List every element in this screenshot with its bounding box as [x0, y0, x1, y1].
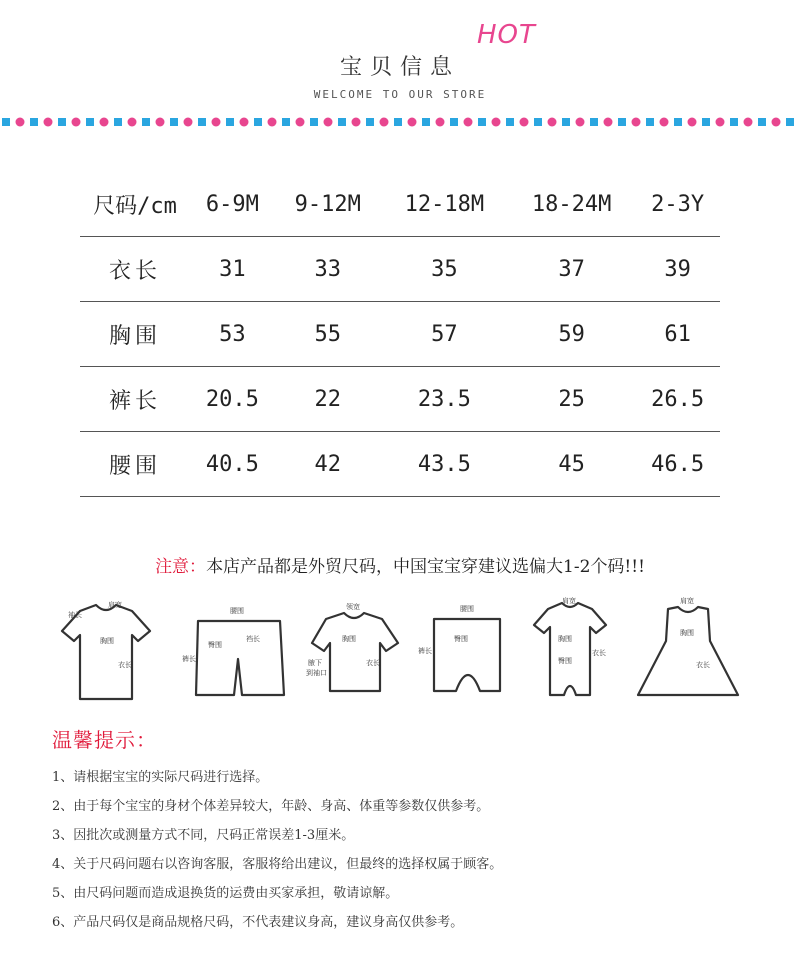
divider-dot: [184, 118, 193, 127]
garment-label: 衣长: [118, 661, 132, 669]
divider-dot: [408, 118, 417, 127]
divider-dot: [240, 118, 249, 127]
notice-text: 本店产品都是外贸尺码，中国宝宝穿建议选偏大1-2个码!!!: [206, 557, 645, 577]
divider-dot: [744, 118, 753, 127]
divider-dot: [604, 118, 613, 127]
garment-label: 臀围: [208, 641, 222, 649]
divider-dot: [366, 118, 374, 126]
garment-label: 衣长: [696, 661, 710, 669]
divider-dot: [198, 118, 206, 126]
divider-dot: [646, 118, 654, 126]
divider-dot: [632, 118, 641, 127]
row-label: 裤长: [80, 367, 190, 432]
table-cell: 42: [275, 432, 381, 497]
divider-dot: [282, 118, 290, 126]
divider-dot: [156, 118, 165, 127]
garment-label: 肩宽: [562, 597, 576, 605]
dress-icon: [638, 596, 738, 695]
garment-label: 臀围: [558, 657, 572, 665]
hot-badge: HOT: [477, 20, 536, 50]
divider-dot: [142, 118, 150, 126]
garment-label: 胸围: [100, 637, 114, 645]
list-item: 4、关于尺码问题右以咨询客服，客服将给出建议，但最终的选择权属于顾客。: [52, 857, 503, 872]
size-header: 2-3Y: [635, 172, 720, 237]
divider-dot: [44, 118, 53, 127]
garment-label: 衣长: [366, 659, 380, 667]
divider-dot: [478, 118, 486, 126]
row-label: 衣长: [80, 237, 190, 302]
size-header: 12-18M: [381, 172, 508, 237]
table-cell: 33: [275, 237, 381, 302]
divider-dot: [422, 118, 430, 126]
garment-label: 到袖口: [306, 669, 327, 677]
size-table: [80, 172, 720, 497]
table-cell: 26.5: [635, 367, 720, 432]
garment-label: 腰围: [460, 605, 474, 613]
list-item: 1、请根据宝宝的实际尺码进行选择。: [52, 770, 269, 785]
table-cell: 45: [508, 432, 635, 497]
divider-dot: [2, 118, 10, 126]
table-cell: 43.5: [381, 432, 508, 497]
divider-dot: [786, 118, 794, 126]
table-cell: 22: [275, 367, 381, 432]
divider-dot: [716, 118, 725, 127]
divider-dot: [310, 118, 318, 126]
divider-dot: [338, 118, 346, 126]
divider-dot: [86, 118, 94, 126]
size-header: 6-9M: [190, 172, 275, 237]
divider-dot: [660, 118, 669, 127]
divider-dot: [296, 118, 305, 127]
divider-dot: [772, 118, 781, 127]
divider-dot: [576, 118, 585, 127]
divider-dot: [16, 118, 25, 127]
dotted-divider: [0, 116, 800, 128]
divider-dot: [520, 118, 529, 127]
table-cell: 59: [508, 302, 635, 367]
table-cell: 25: [508, 367, 635, 432]
table-cell: 35: [381, 237, 508, 302]
divider-dot: [506, 118, 514, 126]
garment-label: 裆长: [246, 635, 260, 643]
garment-label: 腋下: [308, 659, 322, 667]
divider-dot: [534, 118, 542, 126]
garment-label: 衣长: [592, 649, 606, 657]
garment-label: 胸围: [342, 635, 356, 643]
size-table-header-row: [80, 172, 720, 237]
romper-icon: [534, 596, 606, 695]
divider-dot: [170, 118, 178, 126]
divider-dot: [100, 118, 109, 127]
raglan-tee-icon: [306, 602, 398, 691]
table-row: [80, 432, 720, 497]
garment-label: 肩宽: [680, 597, 694, 605]
divider-dot: [548, 118, 557, 127]
divider-dot: [380, 118, 389, 127]
table-cell: 31: [190, 237, 275, 302]
divider-dot: [674, 118, 682, 126]
table-row: [80, 237, 720, 302]
row-label: 腰围: [80, 432, 190, 497]
size-table-corner: 尺码/cm: [80, 172, 190, 237]
garment-label: 臀围: [454, 635, 468, 643]
garment-label: 裤长: [182, 655, 196, 663]
list-item: 2、由于每个宝宝的身材个体差异较大，年龄、身高、体重等参数仅供参考。: [52, 799, 490, 814]
table-cell: 55: [275, 302, 381, 367]
table-cell: 46.5: [635, 432, 720, 497]
table-row: [80, 302, 720, 367]
divider-dot: [58, 118, 66, 126]
garment-label: 领宽: [346, 603, 360, 611]
garment-label: 肩宽: [108, 601, 122, 609]
garment-label: 袖长: [68, 611, 82, 619]
divider-dot: [394, 118, 402, 126]
divider-dot: [464, 118, 473, 127]
tips-list: [52, 768, 502, 942]
divider-dot: [128, 118, 137, 127]
table-cell: 61: [635, 302, 720, 367]
row-label: 胸围: [80, 302, 190, 367]
divider-dot: [324, 118, 333, 127]
table-cell: 23.5: [381, 367, 508, 432]
divider-dot: [562, 118, 570, 126]
divider-dot: [30, 118, 38, 126]
table-cell: 37: [508, 237, 635, 302]
divider-dot: [618, 118, 626, 126]
garment-label: 腰围: [230, 607, 244, 615]
garment-label: 裤长: [418, 647, 432, 655]
divider-dot: [226, 118, 234, 126]
list-item: 5、由尺码问题而造成退换货的运费由买家承担，敬请谅解。: [52, 886, 399, 901]
divider-dot: [114, 118, 122, 126]
page-subtitle: WELCOME TO OUR STORE: [313, 88, 487, 101]
notice-lead: 注意：: [155, 557, 207, 577]
pants-icon: [418, 604, 500, 691]
table-cell: 53: [190, 302, 275, 367]
list-item: 3、因批次或测量方式不同，尺码正常误差1-3厘米。: [52, 828, 355, 843]
divider-dot: [268, 118, 277, 127]
divider-dot: [730, 118, 738, 126]
page-title: 宝贝信息: [339, 55, 460, 80]
divider-dot: [254, 118, 262, 126]
divider-dot: [450, 118, 458, 126]
garment-diagrams: [50, 595, 750, 707]
garment-label: 胸围: [680, 629, 694, 637]
divider-dot: [352, 118, 361, 127]
list-item: 6、产品尺码仅是商品规格尺码，不代表建议身高，建议身高仅供参考。: [52, 915, 464, 930]
table-row: [80, 367, 720, 432]
table-cell: 39: [635, 237, 720, 302]
shorts-icon: [182, 606, 284, 695]
size-header: 18-24M: [508, 172, 635, 237]
divider-dot: [492, 118, 501, 127]
divider-dot: [436, 118, 445, 127]
table-cell: 20.5: [190, 367, 275, 432]
divider-dot: [212, 118, 221, 127]
size-header: 9-12M: [275, 172, 381, 237]
garment-label: 胸围: [558, 635, 572, 643]
table-cell: 57: [381, 302, 508, 367]
divider-dot: [688, 118, 697, 127]
tips-title: 温馨提示：: [52, 728, 157, 752]
divider-dot: [72, 118, 81, 127]
table-cell: 40.5: [190, 432, 275, 497]
divider-dot: [590, 118, 598, 126]
divider-dot: [702, 118, 710, 126]
size-notice: [0, 552, 800, 577]
tshirt-icon: [62, 600, 150, 699]
divider-dot: [758, 118, 766, 126]
